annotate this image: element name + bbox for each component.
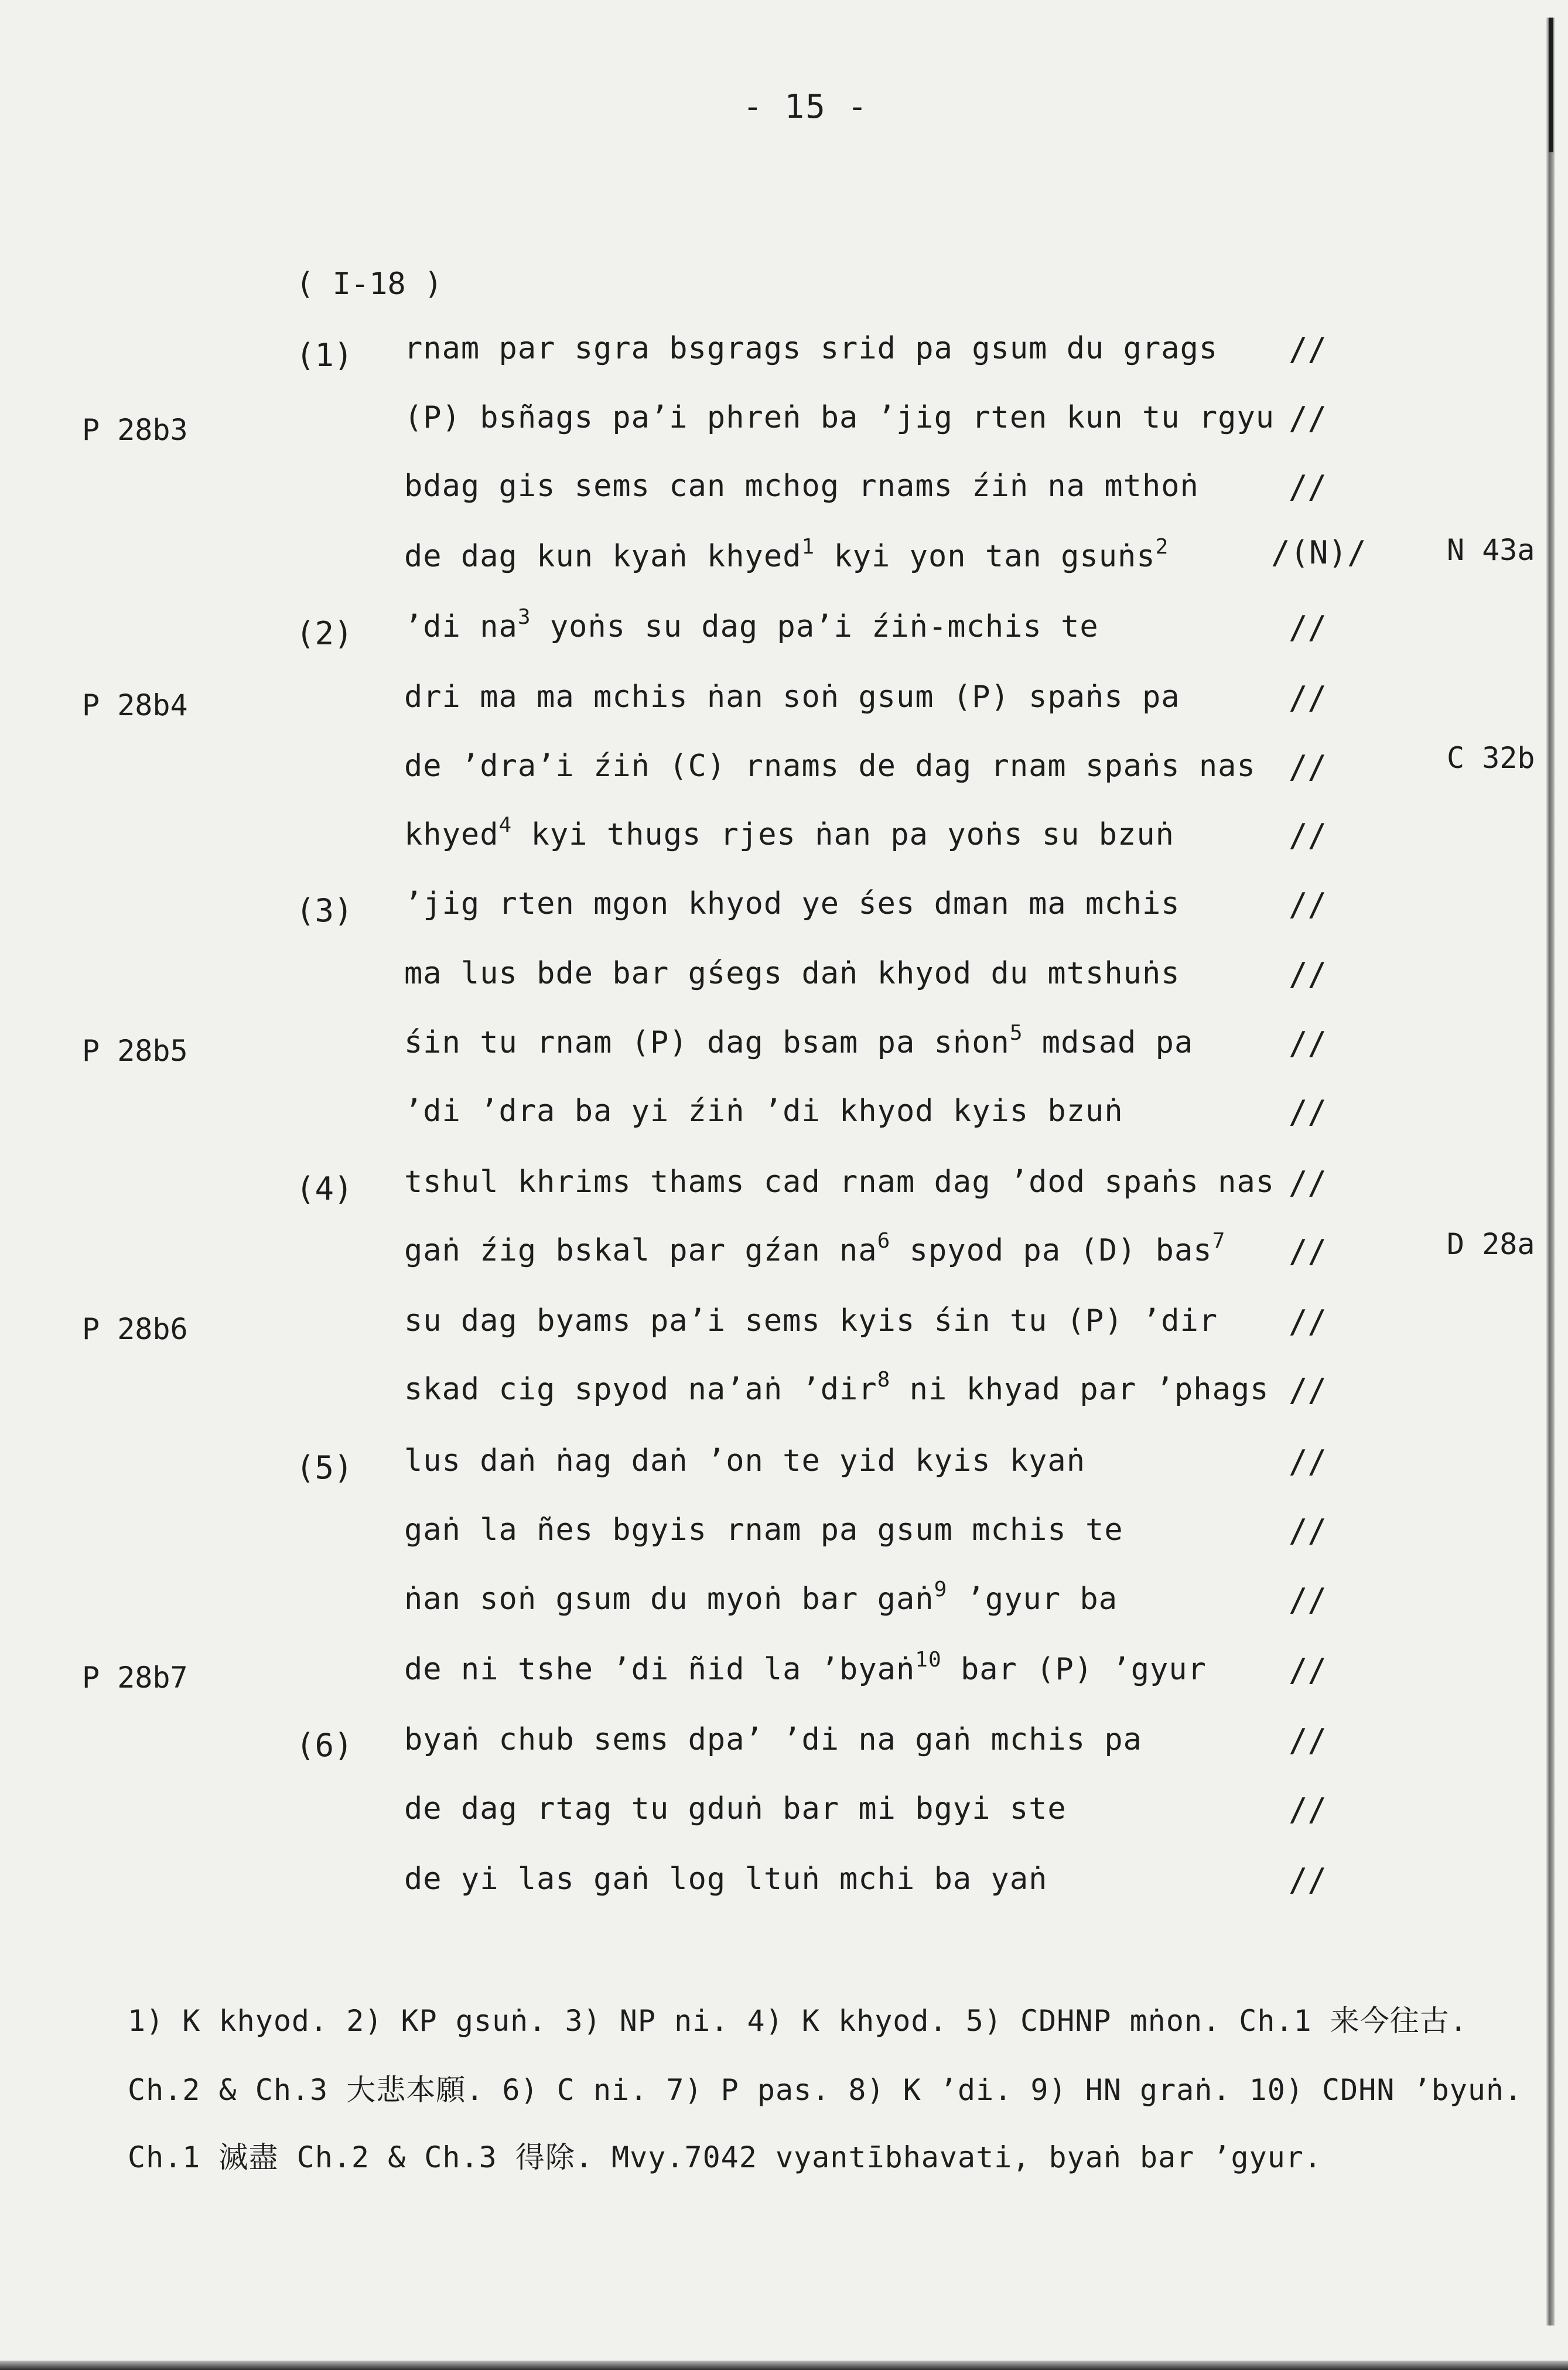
footnote-marker: 1 xyxy=(801,535,815,559)
footnote-marker: 9 xyxy=(934,1577,948,1601)
line-end-mark: // xyxy=(1289,609,1327,646)
line-end-mark: // xyxy=(1289,679,1327,716)
verse-line: ʼdi ʼdra ba yi źiṅ ʼdi khyod kyis bzuṅ xyxy=(404,1094,1123,1129)
verse-line: su dag byams paʼi sems kyis śin tu (P) ʼdir xyxy=(404,1303,1218,1338)
line-end-mark: // xyxy=(1289,1722,1327,1759)
footnote-marker: 2 xyxy=(1155,535,1169,559)
verse-line: ʼjig rten mgon khyod ye śes dman ma mchis xyxy=(404,886,1180,921)
page-number: - 15 - xyxy=(743,88,869,126)
section-label: ( I-18 ) xyxy=(296,267,443,302)
line-end-mark: // xyxy=(1289,400,1327,437)
line-end-mark: // xyxy=(1289,1372,1327,1409)
footnote-marker: 3 xyxy=(517,605,531,629)
scan-right-edge xyxy=(1546,18,1555,2325)
margin-ref-right: C 32b xyxy=(1447,741,1535,775)
line-end-mark: // xyxy=(1289,749,1327,786)
line-end-mark: // xyxy=(1289,886,1327,923)
verse-line: (P) bsñags paʼi phreṅ ba ʼjig rten kun tu rgyu xyxy=(404,400,1275,435)
footnote-line: Ch.1 滅盡 Ch.2 & Ch.3 得除. Mvy.7042 vyantībhavati, byaṅ bar ʼgyur. xyxy=(128,2140,1323,2174)
line-end-mark: // xyxy=(1289,956,1327,993)
verse-line: ma lus bde bar gśegs daṅ khyod du mtshuṅs xyxy=(404,956,1180,991)
verse-line: de ʼdraʼi źiṅ (C) rnams de dag rnam spaṅs nas xyxy=(404,749,1256,784)
verse-line: de ni tshe ʼdi ñid la ʼbyaṅ$^{10}$ bar (P) ʼgyur xyxy=(404,1648,1207,1687)
verse-line: śin tu rnam (P) dag bsam pa sṅon$^5$ mdsad pa xyxy=(404,1021,1194,1060)
line-end-mark: // xyxy=(1289,1791,1327,1828)
verse-line: rnam par sgra bsgrags srid pa gsum du grags xyxy=(404,331,1218,366)
margin-ref-left: P 28b4 xyxy=(82,688,188,722)
footnote-marker: 10 xyxy=(915,1648,942,1672)
verse-line: skad cig spyod naʼaṅ ʼdir$^8$ ni khyad par ʼphags xyxy=(404,1368,1269,1407)
verse-line: de dag kun kyaṅ khyed$^1$ kyi yon tan gsuṅs$^2$ xyxy=(404,535,1169,574)
verse-number: (1) xyxy=(296,337,353,374)
line-end-mark: // xyxy=(1289,331,1327,368)
line-end-mark: // xyxy=(1289,1862,1327,1898)
margin-ref-left: P 28b7 xyxy=(82,1661,188,1695)
line-end-mark: // xyxy=(1289,1025,1327,1062)
line-end-mark: // xyxy=(1289,1233,1327,1270)
verse-line: de dag rtag tu gduṅ bar mi bgyi ste xyxy=(404,1791,1067,1826)
line-end-mark: // xyxy=(1289,1582,1327,1618)
verse-number: (3) xyxy=(296,892,353,929)
verse-line: gaṅ źig bskal par gźan $na^6$ spyod pa (D) bas$^7$ xyxy=(404,1229,1226,1268)
margin-ref-right: D 28a xyxy=(1447,1227,1535,1261)
line-end-mark: // xyxy=(1289,1303,1327,1340)
verse-line: tshul khrims thams cad rnam dag ʼdod spaṅs nas xyxy=(404,1164,1275,1200)
line-end-mark: /(N)/ xyxy=(1271,534,1367,571)
verse-line: ʼdi $na^3$ yoṅs su dag paʼi źiṅ-mchis te xyxy=(404,605,1099,644)
line-end-mark: // xyxy=(1289,1443,1327,1480)
verse-line: khyed$^4$ kyi thugs rjes ṅan pa yoṅs su bzuṅ xyxy=(404,813,1174,852)
margin-ref-left: P 28b6 xyxy=(82,1312,188,1346)
margin-ref-right: N 43a xyxy=(1447,533,1535,567)
footnote-line: Ch.2 & Ch.3 大悲本願. 6) C ni. 7) P pas. 8) K ʼdi. 9) HN graṅ. 10) CDHN ʼbyuṅ. xyxy=(128,2073,1523,2107)
verse-line: gaṅ la ñes bgyis rnam pa gsum mchis te xyxy=(404,1512,1123,1548)
footnote-marker: 8 xyxy=(877,1368,891,1392)
verse-line: ṅan soṅ gsum du myoṅ bar gaṅ$^9$ ʼgyur ba xyxy=(404,1577,1118,1617)
footnote-line: 1) K khyod. 2) KP gsuṅ. 3) NP ni. 4) K khyod. 5) CDHNP mṅon. Ch.1 来今往古. xyxy=(128,2004,1468,2038)
margin-ref-left: P 28b3 xyxy=(82,413,188,447)
line-end-mark: // xyxy=(1289,817,1327,854)
verse-line: dri ma ma mchis ṅan soṅ gsum (P) spaṅs pa xyxy=(404,679,1180,715)
footnote-marker: 5 xyxy=(1009,1021,1023,1045)
footnote-marker: 6 xyxy=(877,1229,891,1253)
line-end-mark: // xyxy=(1289,1164,1327,1201)
scan-right-edge-shadow xyxy=(1549,18,1553,152)
line-end-mark: // xyxy=(1289,1512,1327,1549)
verse-number: (4) xyxy=(296,1170,353,1207)
footnote-marker: 7 xyxy=(1212,1229,1226,1253)
verse-number: (5) xyxy=(296,1449,353,1486)
line-end-mark: // xyxy=(1289,1094,1327,1131)
verse-line: de yi las gaṅ log ltuṅ mchi ba yaṅ xyxy=(404,1862,1048,1897)
verse-number: (6) xyxy=(296,1727,353,1764)
verse-line: bdag gis sems can mchog rnams źiṅ na mthoṅ xyxy=(404,469,1199,504)
footnote-marker: 4 xyxy=(498,813,513,837)
margin-ref-left: P 28b5 xyxy=(82,1034,188,1068)
line-end-mark: // xyxy=(1289,1652,1327,1689)
verse-line: byaṅ chub sems dpaʼ ʼdi na gaṅ mchis pa xyxy=(404,1722,1142,1757)
line-end-mark: // xyxy=(1289,469,1327,506)
verse-line: lus daṅ ṅag daṅ ʼon te yid kyis kyaṅ xyxy=(404,1443,1086,1478)
scan-bottom-edge xyxy=(0,2361,1568,2370)
verse-number: (2) xyxy=(296,615,353,652)
